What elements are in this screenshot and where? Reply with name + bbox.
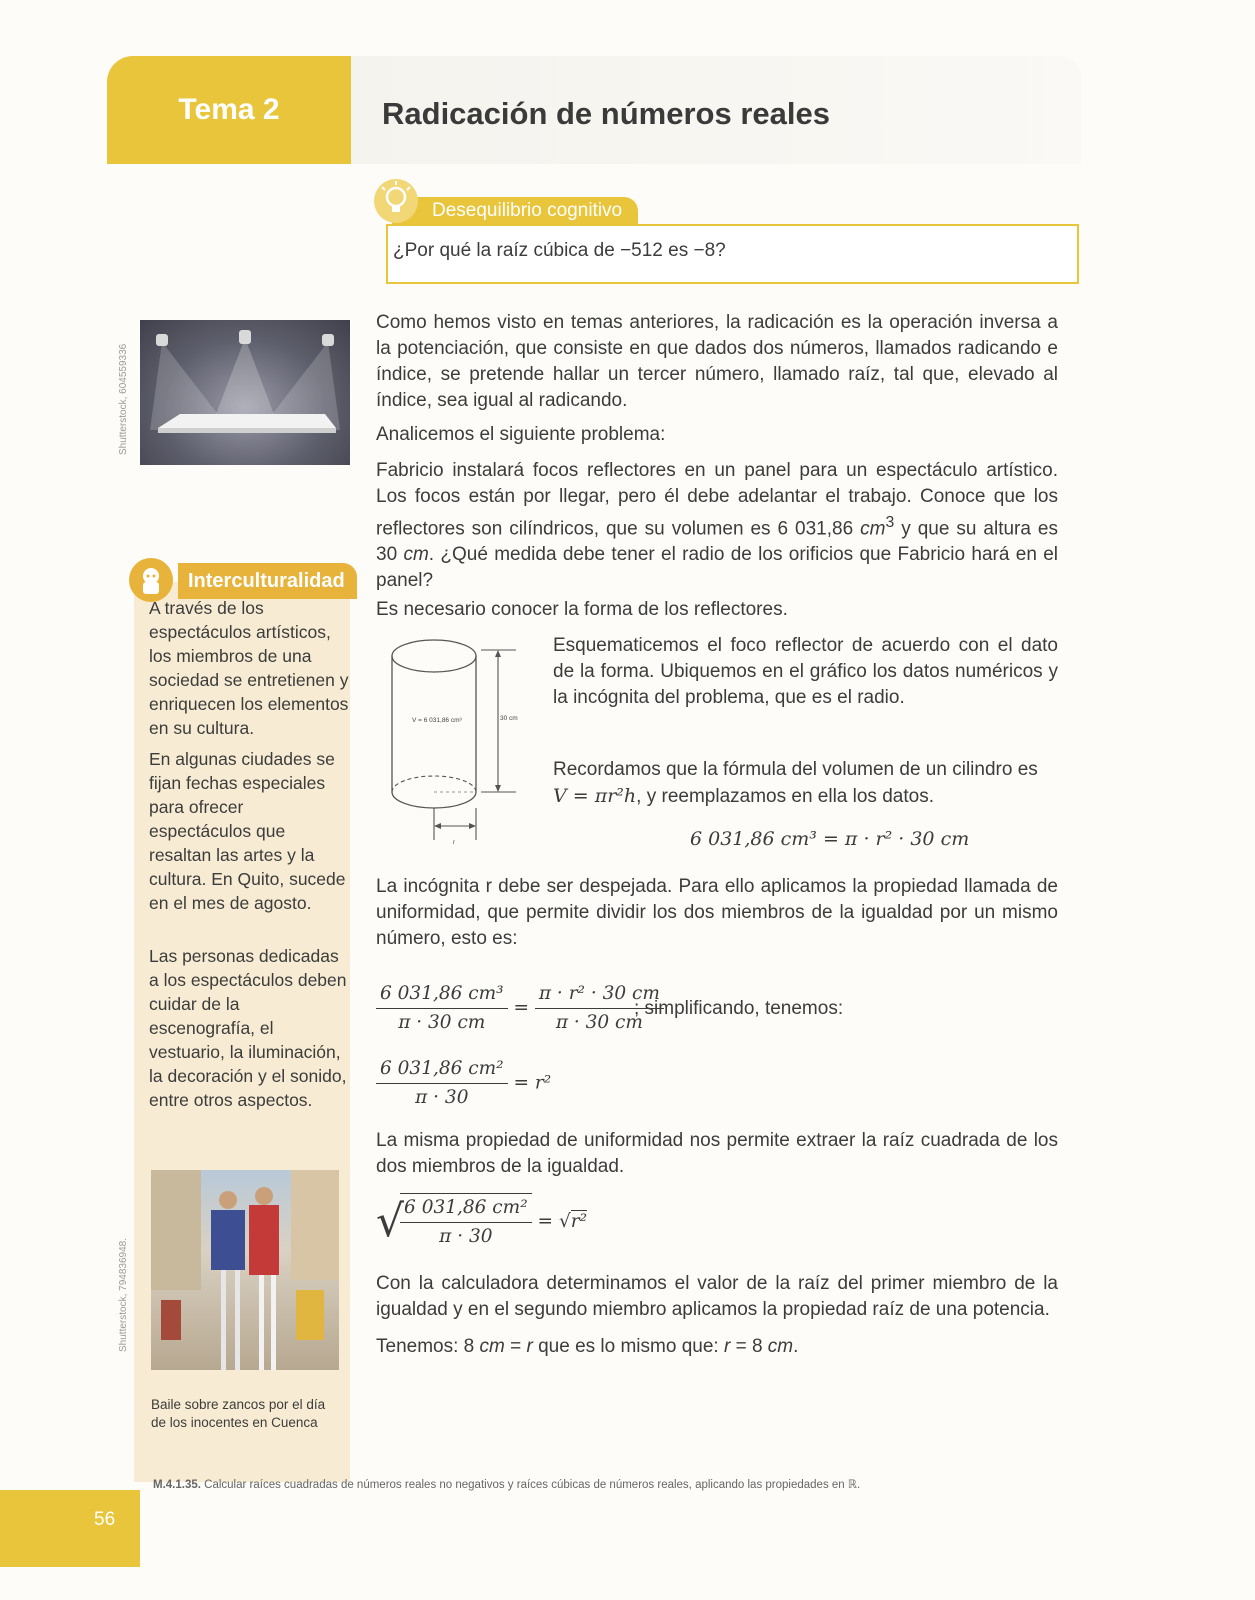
paragraph-3-part-b: y que su altura es 30 <box>376 518 1058 566</box>
p10-e: que es lo mismo que: <box>532 1336 724 1357</box>
standard-code: M.4.1.35. <box>153 1479 201 1491</box>
height-label: 30 cm <box>500 715 518 722</box>
tema-label <box>107 56 351 164</box>
equation-3 <box>376 1055 551 1112</box>
p10-i: . <box>793 1336 799 1357</box>
eq4-denominator: π · 30 <box>439 1226 493 1247</box>
equation-4 <box>376 1193 587 1251</box>
paragraph-9: Con la calculadora determinamos el valor de la raíz del primer miembro de la igualdad y en el segundo miembro aplicamos la propiedad raíz de una potencia. <box>376 1273 1058 1320</box>
volume-formula: V = πr²h <box>553 785 637 807</box>
eq2-right-denominator: π · 30 cm <box>555 1012 643 1033</box>
p10-d: r <box>526 1336 533 1357</box>
eq2-right-numerator: π · r² · 30 cm <box>535 980 664 1009</box>
radius-label: r <box>453 840 455 846</box>
paragraph-10 <box>376 1334 1058 1360</box>
p10-f: r <box>723 1336 731 1357</box>
page-number-box <box>0 1490 140 1567</box>
eq2-left-numerator: 6 031,86 cm³ <box>376 980 508 1009</box>
paragraph-4: Es necesario conocer la forma de los reflectores. <box>376 599 788 620</box>
equation-1: 6 031,86 cm³ = π · r² · 30 cm <box>690 828 970 850</box>
paragraph-1: Como hemos visto en temas anteriores, la radicación es la operación inversa a la potenciación, que consiste en que dados dos números, llamados radicando e índice, se pretende hallar un tercer número, llamado raíz, tal que, elevado al índice, sea igual al radicando. <box>376 312 1058 411</box>
eq3-numerator: 6 031,86 cm² <box>376 1055 508 1084</box>
stage-illustration <box>140 320 350 465</box>
eq4-numerator: 6 031,86 cm² <box>400 1194 532 1223</box>
photo1-credit: Shutterstock, 604559336 <box>118 343 129 455</box>
p10-a: Tenemos: 8 <box>376 1336 480 1357</box>
lightbulb-icon <box>372 177 420 225</box>
standard-text: Calcular raíces cuadradas de números reales no negativos y raíces cúbicas de números reales, aplicando las propiedades en ℝ. <box>204 1479 861 1491</box>
curriculum-standard <box>153 1477 860 1491</box>
paragraph-2: Analicemos el siguiente problema: <box>376 424 666 445</box>
stilt-dance-photo <box>151 1170 339 1370</box>
unit-cm: cm <box>403 544 429 566</box>
cylinder-diagram <box>384 630 544 858</box>
paragraph-5: Esquematicemos el foco reflector de acuerdo con el dato de la forma. Ubiquemos en el gráfico los datos numéricos y la incógnita del problema, que es el radio. <box>553 635 1058 708</box>
desequilibrio-label: Desequilibrio cognitivo <box>392 197 638 225</box>
paragraph-6-part-b: , y reemplazamos en ella los datos. <box>636 786 934 807</box>
page-number: 56 <box>94 1509 116 1530</box>
paragraph-3-part-a: Fabricio instalará focos reflectores en un panel para un espectáculo artístico. Los focos están por llegar, pero él debe adelantar el trabajo. Conoce que los reflectores son cilíndricos, que su volumen es 6 031,86 <box>376 460 1058 540</box>
eq2-left-fraction <box>376 980 508 1037</box>
sidebar-paragraph-3: Las personas dedicadas a los espectáculos deben cuidar de la escenografía, el vestuario, la iluminación, la decoración y el sonido, entre otros aspectos. <box>149 946 347 1110</box>
eq2-left-denominator: π · 30 cm <box>398 1012 486 1033</box>
equation-2-tail: ; simplificando, tenemos: <box>634 998 844 1019</box>
tema-label-text: Tema 2 <box>178 93 280 126</box>
p10-b: cm <box>479 1336 505 1357</box>
photo-caption: Baile sobre zancos por el día de los inocentes en Cuenca <box>151 1397 326 1430</box>
interculturalidad-label: Interculturalidad <box>178 563 357 599</box>
sidebar-paragraph-2: En algunas ciudades se fijan fechas especiales para ofrecer espectáculos que resaltan las artes y la cultura. En Quito, sucede en el mes de agosto. <box>149 749 346 913</box>
p10-h: cm <box>767 1336 794 1357</box>
paragraph-8: La misma propiedad de uniformidad nos permite extraer la raíz cuadrada de los dos miembros de la igualdad. <box>376 1130 1058 1177</box>
eq4-fraction <box>400 1193 532 1251</box>
photo2-credit: Shutterstock, 794836948. <box>118 1238 129 1352</box>
eq4-right: r² <box>570 1211 587 1232</box>
p10-g: = 8 <box>730 1336 768 1357</box>
volume-label: V = 6 031,86 cm³ <box>412 717 462 724</box>
unit-cm: cm <box>860 518 886 540</box>
eq3-fraction <box>376 1055 508 1112</box>
desequilibrio-question: ¿Por qué la raíz cúbica de −512 es −8? <box>393 240 726 261</box>
paragraph-3: Fabricio instalará focos reflectores en un panel para un espectáculo artístico. Los focos están por llegar, pero él debe adelantar el trabajo. Conoce que los reflectores son cilíndricos, que su volumen es 6 031,86 $cm^3$ y que su altura es 30 cm. ¿Qué medida debe tener el radio de los orificios que Fabricio hará en el panel? <box>376 460 1058 592</box>
paragraph-7: La incógnita r debe ser despejada. Para ello aplicamos la propiedad llamada de uniformidad, que permite dividir los dos miembros de la igualdad por un mismo número, esto es: <box>376 876 1058 949</box>
equals-sign: = <box>537 1211 554 1232</box>
eq3-right: = r² <box>513 1072 552 1094</box>
stage-spotlight-photo <box>140 320 350 465</box>
sidebar-paragraph-1: A través de los espectáculos artísticos, los miembros de una sociedad se entretienen y enriquecen los elementos en su cultura. <box>149 598 349 738</box>
p10-c: = <box>504 1336 527 1357</box>
equation-2 <box>376 980 664 1037</box>
page-title: Radicación de números reales <box>382 96 830 131</box>
eq3-denominator: π · 30 <box>415 1087 469 1108</box>
equals-sign: = <box>513 997 529 1019</box>
root-sign-small-icon: √ <box>558 1211 571 1232</box>
paragraph-6-part-a: Recordamos que la fórmula del volumen de un cilindro es <box>553 759 1038 780</box>
paragraph-6 <box>553 757 1058 810</box>
root-sign-icon: √ <box>376 1196 405 1247</box>
paragraph-3-part-c: . ¿Qué medida debe tener el radio de los orificios que Fabricio hará en el panel? <box>376 544 1058 592</box>
